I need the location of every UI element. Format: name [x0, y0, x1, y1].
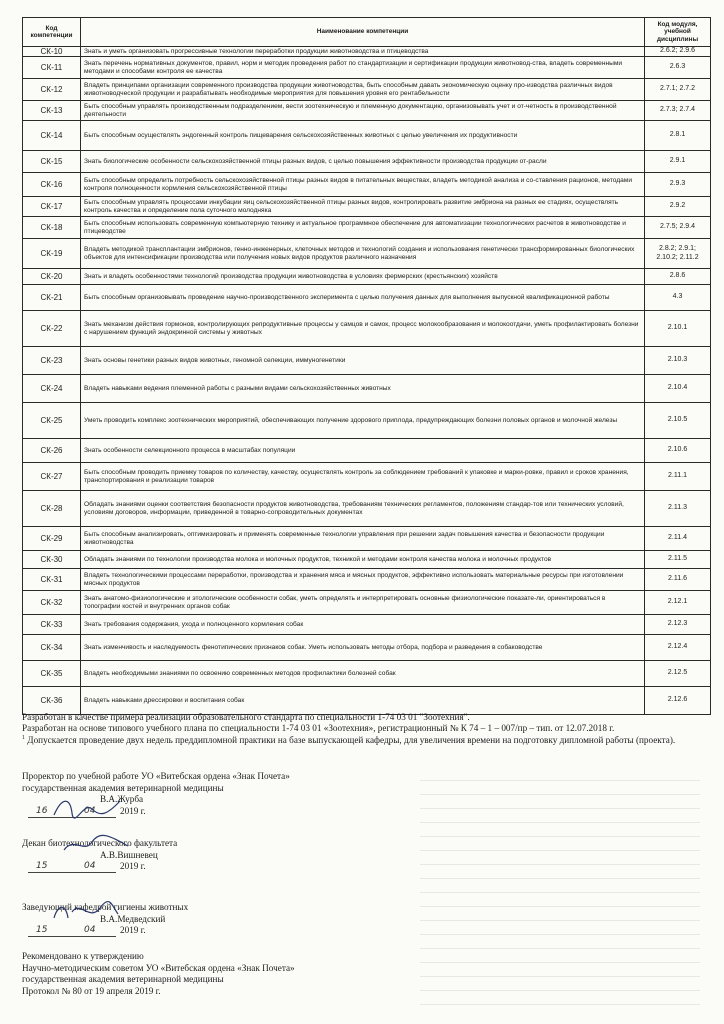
table-row [23, 591, 711, 615]
recommend-line-3: государственная академия ветеринарной медицины [22, 974, 224, 984]
dean-year: 2019 г. [120, 861, 146, 871]
module-code: 2.12.6 [645, 687, 711, 715]
recommend-line-1: Рекомендовано к утверждению [22, 951, 144, 961]
module-code: 2.11.4 [645, 527, 711, 551]
footnote-mark: 1 [22, 734, 25, 741]
module-code: 2.10.1 [645, 311, 711, 347]
competence-code: СК-31 [23, 569, 81, 591]
competence-code: СК-28 [23, 491, 81, 527]
table-row [23, 101, 711, 121]
competence-code: СК-17 [23, 197, 81, 217]
table-row [23, 687, 711, 715]
table-row [23, 197, 711, 217]
competence-description: Владеть навыками дрессировки и воспитания собак [81, 687, 645, 715]
competence-code: СК-15 [23, 151, 81, 173]
head-day: 15 [36, 925, 48, 935]
module-code: 2.7.1; 2.7.2 [645, 79, 711, 101]
competence-description: Владеть принципами организации современного производства продукции животноводства, быть способным давать экономическую оценку про-изводства различных видов животноводческой продукции и разрабатывать необходимые мероприятия для повышения уровня его рентабельности [81, 79, 645, 101]
table-row [23, 285, 711, 311]
competence-code: СК-12 [23, 79, 81, 101]
module-code: 2.8.1 [645, 121, 711, 151]
table-row [23, 439, 711, 463]
table-row [23, 79, 711, 101]
competence-description: Быть способным анализировать, оптимизировать и применять современные технологии управления при решении задач повышения качества и безопасности продукции животноводства [81, 527, 645, 551]
module-code: 2.6.3 [645, 57, 711, 79]
table-row [23, 239, 711, 269]
table-row [23, 269, 711, 285]
table-row [23, 121, 711, 151]
note-line-3 [22, 735, 712, 746]
module-code: 2.9.2 [645, 197, 711, 217]
header-code: Код компетенции [23, 18, 81, 47]
competence-description: Быть способным осуществлять эндогенный контроль пищеварения сельскохозяйственных животных с целью увеличения их продуктивности [81, 121, 645, 151]
competence-code: СК-20 [23, 269, 81, 285]
competence-code: СК-27 [23, 463, 81, 491]
table-row [23, 661, 711, 687]
table-row [23, 615, 711, 635]
module-code: 2.7.5; 2.9.4 [645, 217, 711, 239]
recommend-line-2: Научно-методическим советом УО «Витебская ордена «Знак Почета» [22, 962, 295, 973]
module-code: 2.9.1 [645, 151, 711, 173]
module-code: 2.10.5 [645, 403, 711, 439]
competence-table [22, 17, 711, 715]
competence-description: Знать основы генетики разных видов животных, геномной селекции, иммуногенетики [81, 347, 645, 375]
competence-code: СК-19 [23, 239, 81, 269]
table-row [23, 151, 711, 173]
competence-description: Знать биологические особенности сельскохозяйственной птицы разных видов, с целью повышения эффективности производства продукции от-расли [81, 151, 645, 173]
document-page [22, 17, 710, 715]
module-code: 2.10.4 [645, 375, 711, 403]
competence-description: Знать перечень нормативных документов, правил, норм и методик проведения работ по стандартизации и сертификации продукции животновод-ства, владеть современными методами и способами контроля ее качества [81, 57, 645, 79]
table-row [23, 551, 711, 569]
dean-title: Декан биотехнологического факультета [22, 838, 178, 848]
recommendation-block [22, 951, 442, 997]
head-title: Заведующий кафедрой гигиены животных [22, 902, 189, 912]
competence-description: Знать изменчивость и наследуемость фенотипических признаков собак. Уметь использовать методы отбора, подбора и разведения в собаководстве [81, 635, 645, 661]
table-row [23, 217, 711, 239]
competence-description: Знать требования содержания, ухода и полноценного кормления собак [81, 615, 645, 635]
module-code: 2.11.1 [645, 463, 711, 491]
head-month: 04 [84, 925, 96, 935]
competence-code: СК-36 [23, 687, 81, 715]
table-row [23, 173, 711, 197]
notes-block [22, 712, 712, 746]
competence-description: Владеть методикой трансплантации эмбрионов, генно-инженерных, клеточных методов и технологий создания и использования генетически трансформированных биологических объектов для интенсификации производства или получения новых видов продуктов различного назначения [81, 239, 645, 269]
competence-description: Быть способным использовать современную компьютерную технику и актуальное программное обеспечение для автоматизации технологических расчетов в животноводстве и птицеводстве [81, 217, 645, 239]
head-date [22, 925, 442, 939]
competence-code: СК-29 [23, 527, 81, 551]
competence-code: СК-35 [23, 661, 81, 687]
competence-description: Знать механизм действия гормонов, контролирующих репродуктивные процессы у самцов и самок, процесс молокообразования и молокоотдачи, уметь профилактировать болезни с нарушением функций эндокринной системы у животных [81, 311, 645, 347]
signature-block-dean [22, 838, 442, 875]
competence-code: СК-11 [23, 57, 81, 79]
competence-description: Владеть технологическими процессами переработки, производства и хранения мяса и мясных продуктов, эффективно использовать материальные ресурсы при изготовлении мясных продуктов [81, 569, 645, 591]
competence-description: Знать и уметь организовать прогрессивные технологии переработки продукции животноводства и птицеводства [81, 47, 645, 57]
competence-description: Быть способным управлять процессами инкубации яиц сельскохозяйственной птицы разных видов, контролировать развитие эмбриона на разных ее стадиях, осуществлять контроль качества и определение пола суточного молодняка [81, 197, 645, 217]
prorector-year: 2019 г. [120, 805, 146, 816]
module-code: 2.10.6 [645, 439, 711, 463]
table-row [23, 463, 711, 491]
dean-month: 04 [84, 861, 96, 871]
competence-code: СК-34 [23, 635, 81, 661]
note-line-1: Разработан в качестве примера реализации образовательного стандарта по специальности 1-74 03 01 "Зоотехния". [22, 712, 470, 722]
dean-day: 15 [36, 861, 48, 871]
dean-date-underline [28, 872, 116, 873]
table-row [23, 403, 711, 439]
prorector-signature [52, 795, 122, 821]
competence-code: СК-24 [23, 375, 81, 403]
header-name: Наименование компетенции [81, 18, 645, 47]
competence-code: СК-14 [23, 121, 81, 151]
head-year: 2019 г. [120, 925, 146, 935]
table-row [23, 347, 711, 375]
bleed-through-texture [420, 780, 700, 1010]
module-code: 2.8.6 [645, 269, 711, 285]
table-row [23, 311, 711, 347]
prorector-month: 04 [84, 805, 96, 816]
competence-code: СК-10 [23, 47, 81, 57]
module-code: 2.11.5 [645, 551, 711, 569]
head-name: В.А.Медведский [100, 913, 166, 924]
module-code: 2.12.3 [645, 615, 711, 635]
competence-description: Знать особенности селекционного процесса в масштабах популяции [81, 439, 645, 463]
competence-description: Быть способным определить потребность сельскохозяйственной птицы разных видов в питательных веществах, владеть методикой анализа и со-ставления рационов, методами контроля полноценности кормления сельскохозяйственной птицы [81, 173, 645, 197]
competence-description: Знать и владеть особенностями технологий производства продукции животноводства в условиях фермерских (крестьянских) хозяйств [81, 269, 645, 285]
competence-description: Быть способным проводить приемку товаров по количеству, качеству, осуществлять контроль за соблюдением требований к упаковке и марки-ровке, правил и сроков хранения, транспортирования и реализации товаров [81, 463, 645, 491]
module-code: 2.8.2; 2.9.1; 2.10.2; 2.11.2 [645, 239, 711, 269]
competence-description: Уметь проводить комплекс зоотехнических мероприятий, обеспечивающих получение здорового приплода, предупреждающих болезни половых органов и молочной железы [81, 403, 645, 439]
competence-code: СК-23 [23, 347, 81, 375]
competence-description: Обладать знаниями по технологии производства молока и молочных продуктов, техникой и методами контроля качества молока и молочных продуктов [81, 551, 645, 569]
competence-description: Обладать знаниями оценки соответствия безопасности продуктов животноводства, требованиям технических регламентов, положениям стандар-тов или технических условий, условиям договоров, информации, приведенной в товарно-сопроводительных документах [81, 491, 645, 527]
module-code: 4.3 [645, 285, 711, 311]
competence-description: Быть способным управлять производственным подразделением, вести зоотехническую и племенную документацию, организовывать учет и от-четность в производственной деятельности [81, 101, 645, 121]
module-code: 2.10.3 [645, 347, 711, 375]
competence-description: Быть способным организовывать проведение научно-производственного эксперимента с целью получения данных для выполнения выпускной квалификационной работы [81, 285, 645, 311]
competence-code: СК-26 [23, 439, 81, 463]
table-row [23, 527, 711, 551]
table-row [23, 635, 711, 661]
head-signature [50, 898, 120, 924]
recommend-line-4: Протокол № 80 от 19 апреля 2019 г. [22, 985, 161, 996]
competence-code: СК-18 [23, 217, 81, 239]
competence-code: СК-25 [23, 403, 81, 439]
dean-name: А.В.Вишневец [100, 849, 158, 860]
module-code: 2.12.1 [645, 591, 711, 615]
module-code: 2.6.2; 2.9.6 [645, 47, 711, 57]
competence-code: СК-32 [23, 591, 81, 615]
dean-date [22, 861, 442, 875]
module-code: 2.11.6 [645, 569, 711, 591]
table-row [23, 57, 711, 79]
module-code: 2.11.3 [645, 491, 711, 527]
prorector-name: В.А.Журба [100, 794, 144, 804]
competence-description: Владеть необходимыми знаниями по освоению современных методов профилактики болезней собак [81, 661, 645, 687]
competence-code: СК-13 [23, 101, 81, 121]
module-code: 2.12.5 [645, 661, 711, 687]
competence-description: Знать анатомо-физиологические и этологические особенности собак, уметь определять и интерпретировать основные физиологические показате-ли, ориентироваться в топографии костей и внутренних органов собак [81, 591, 645, 615]
head-date-underline [28, 936, 116, 937]
table-row [23, 47, 711, 57]
table-header-row [23, 18, 711, 47]
competence-code: СК-16 [23, 173, 81, 197]
signature-block-head [22, 902, 442, 939]
module-code: 2.7.3; 2.7.4 [645, 101, 711, 121]
competence-description: Владеть навыками ведения племенной работы с разными видами сельскохозяйственных животных [81, 375, 645, 403]
competence-code: СК-33 [23, 615, 81, 635]
dean-signature [62, 832, 132, 858]
competence-code: СК-21 [23, 285, 81, 311]
prorector-title: Проректор по учебной работе УО «Витебская ордена «Знак Почета» [22, 771, 290, 781]
note-line-3-text: Допускается проведение двух недель преддипломной практики на базе выпускающей кафедры, для увеличения времени на подготовку дипломной работы (проекта). [25, 734, 676, 745]
signature-block-prorector [22, 771, 442, 820]
module-code: 2.9.3 [645, 173, 711, 197]
module-code: 2.12.4 [645, 635, 711, 661]
competence-code: СК-22 [23, 311, 81, 347]
prorector-day: 16 [36, 805, 48, 816]
table-row [23, 569, 711, 591]
note-line-2: Разработан на основе типового учебного плана по специальности 1-74 03 01 «Зоотехния», регистрационный № К 74 – 1 – 007/пр – тип. от 12.07.2018 г. [22, 723, 615, 734]
table-row [23, 375, 711, 403]
table-row [23, 491, 711, 527]
competence-code: СК-30 [23, 551, 81, 569]
header-module: Код модуля, учебной дисциплины [645, 18, 711, 47]
prorector-org: государственная академия ветеринарной медицины [22, 782, 224, 793]
